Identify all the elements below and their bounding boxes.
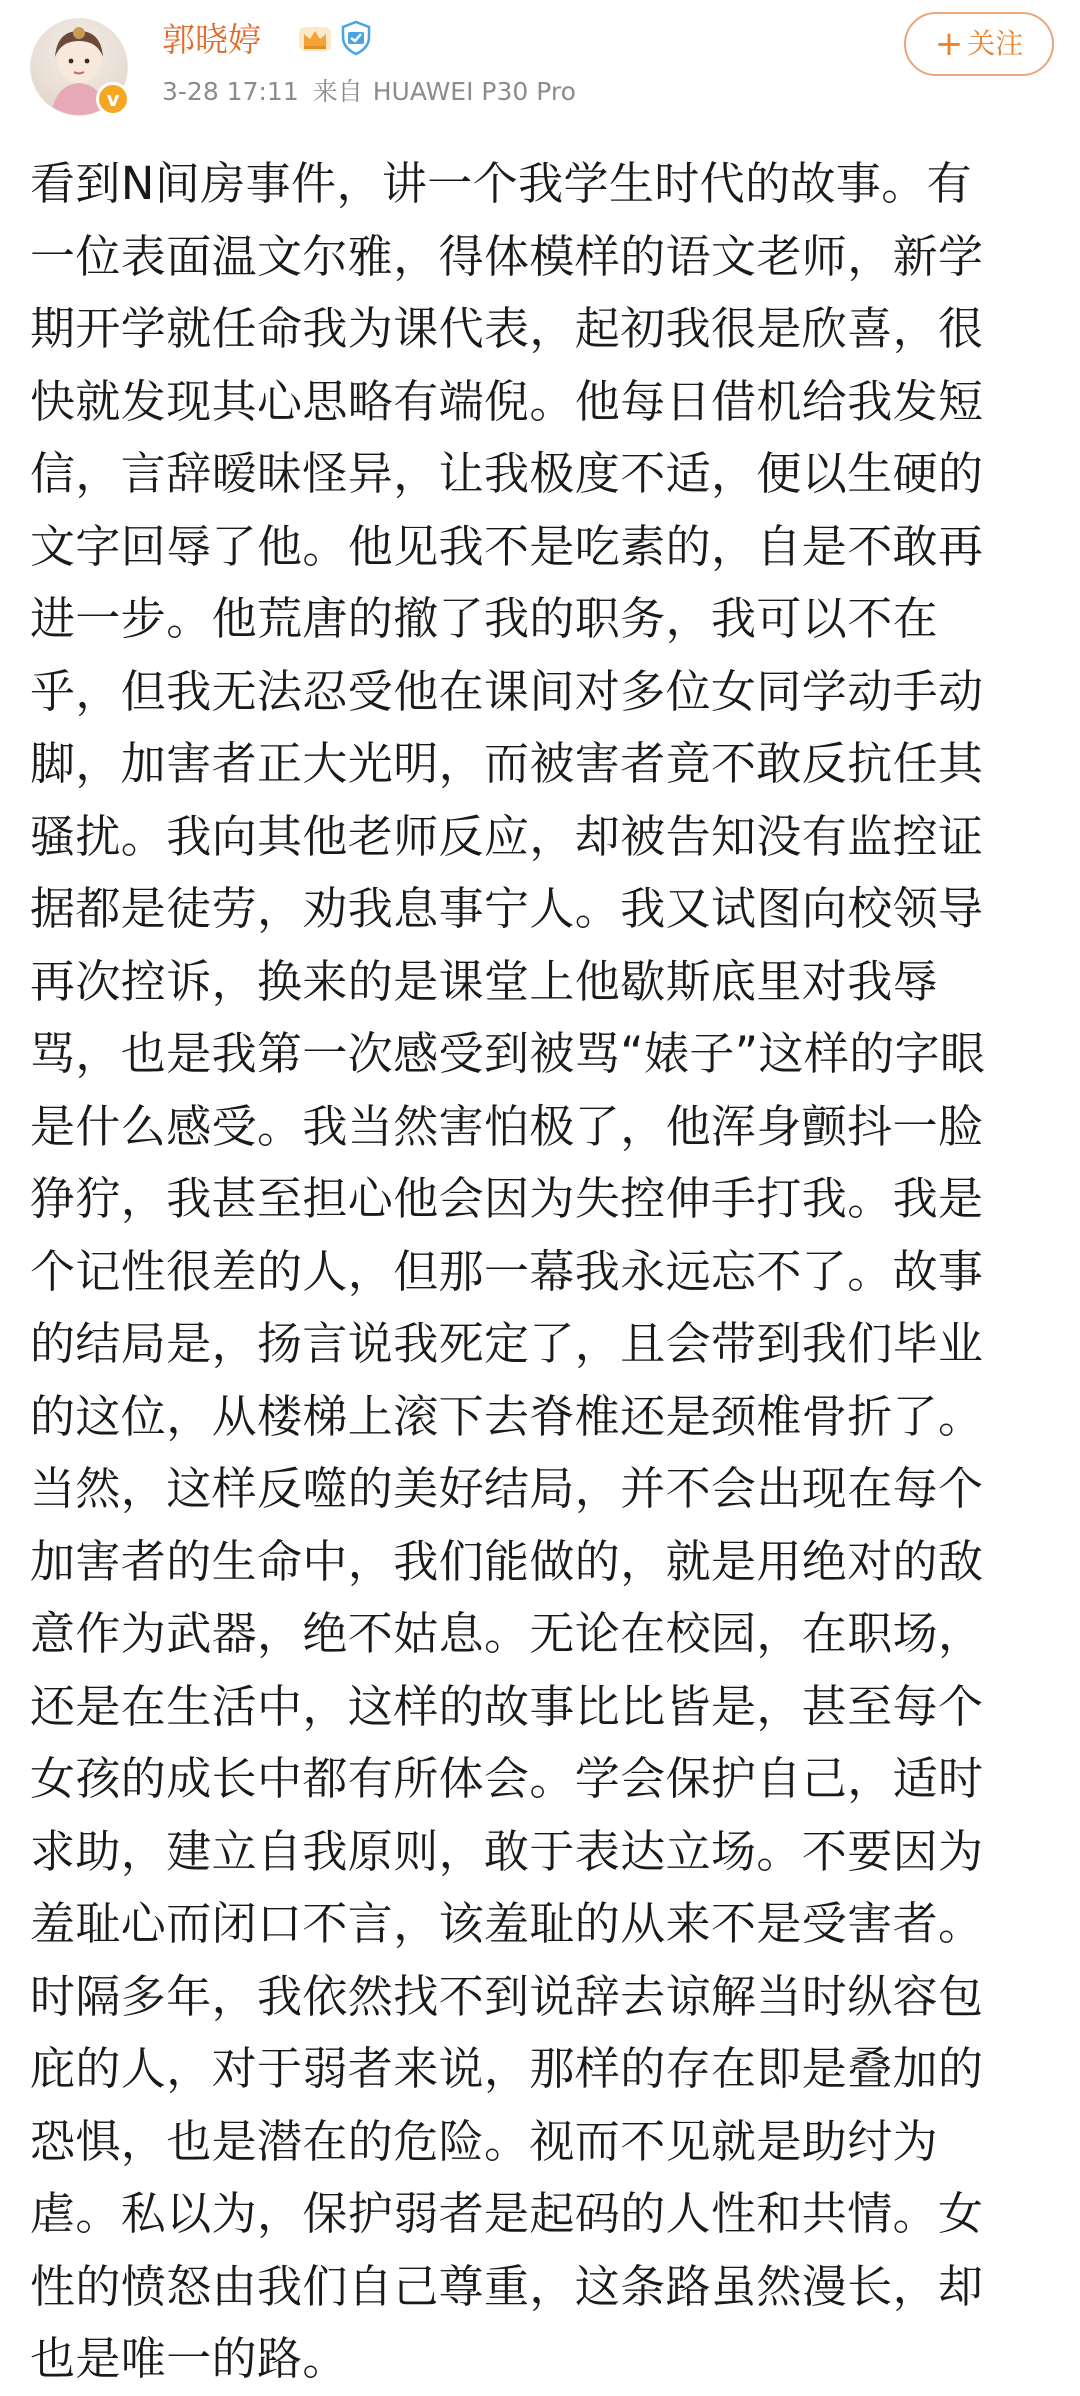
- post-text-line: 快就发现其心思略有端倪。他每日借机给我发短: [30, 374, 984, 428]
- crown-icon[interactable]: [298, 24, 332, 54]
- post-text-line: 的这位，从楼梯上滚下去脊椎还是颈椎骨折了。: [30, 1389, 984, 1443]
- post-text-line: 进一步。他荒唐的撤了我的职务，我可以不在: [30, 592, 939, 645]
- follow-button[interactable]: [904, 12, 1054, 76]
- post-text-line: 据都是徒劳，劝我息事宁人。我又试图向校领导: [30, 882, 984, 935]
- post-text-line: 个记性很差的人，但那一幕我永远忘不了。故事: [30, 1244, 984, 1298]
- post-text-line: 的结局是，扬言说我死定了，且会带到我们毕业: [30, 1317, 984, 1370]
- post-text-line: 恐惧，也是潜在的危险。视而不见就是助纣为: [30, 2114, 939, 2168]
- post-text-line: 文字回辱了他。他见我不是吃素的，自是不敢再: [30, 519, 984, 573]
- post-text-line: 是什么感受。我当然害怕极了，他浑身颤抖一脸: [30, 1099, 984, 1153]
- post-text-line: 期开学就任命我为课代表，起初我很是欣喜，很: [30, 302, 984, 355]
- post-meta: [162, 74, 576, 110]
- shield-icon[interactable]: [340, 20, 372, 56]
- post-text-line: 当然，这样反噬的美好结局，并不会出现在每个: [30, 1462, 984, 1515]
- verified-badge-icon: v: [96, 82, 130, 116]
- post-text-line: 也是唯一的路。: [30, 2332, 348, 2385]
- post-time[interactable]: 3-28 17:11: [162, 77, 299, 106]
- follow-label: 关注: [967, 27, 1024, 60]
- post-text-line: 再次控诉，换来的是课堂上他歇斯底里对我辱: [30, 954, 939, 1008]
- post-text-line: 骂，也是我第一次感受到被骂“婊子”这样的字眼: [30, 1027, 986, 1080]
- post-text-line: 信，言辞暧昧怪异，让我极度不适，便以生硬的: [30, 447, 984, 500]
- post-text-line: 乎，但我无法忍受他在课间对多位女同学动手动: [30, 664, 984, 718]
- device-name: HUAWEI P30 Pro: [372, 77, 576, 106]
- post-text-line: 性的愤怒由我们自己尊重，这条路虽然漫长，却: [30, 2259, 984, 2313]
- post-text-line: 一位表面温文尔雅，得体模样的语文老师，新学: [30, 229, 984, 283]
- post-text-line: 女孩的成长中都有所体会。学会保护自己，适时: [30, 1752, 984, 1805]
- post-text-line: 时隔多年，我依然找不到说辞去谅解当时纵容包: [30, 1969, 984, 2023]
- post-text-line: 意作为武器，绝不姑息。无论在校园，在职场，: [30, 1607, 984, 1660]
- post-text-line: 脚，加害者正大光明，而被害者竟不敢反抗任其: [30, 737, 984, 790]
- post-text-line: 虐。私以为，保护弱者是起码的人性和共情。女: [30, 2187, 984, 2240]
- post-text-line: 骚扰。我向其他老师反应，却被告知没有监控证: [30, 809, 984, 863]
- post-body: [30, 148, 1055, 2396]
- post-text-line: 还是在生活中，这样的故事比比皆是，甚至每个: [30, 1679, 984, 1733]
- post-text-line: 看到N间房事件，讲一个我学生时代的故事。有: [30, 157, 973, 210]
- post-text-line: 求助，建立自我原则，敢于表达立场。不要因为: [30, 1824, 984, 1878]
- post-text-line: 羞耻心而闭口不言，该羞耻的从来不是受害者。: [30, 1897, 984, 1950]
- source-label: 来自: [312, 77, 363, 106]
- plus-icon: +: [934, 24, 964, 64]
- post-text-line: 狰狞，我甚至担心他会因为失控伸手打我。我是: [30, 1172, 984, 1225]
- post-text-line: 庇的人，对于弱者来说，那样的存在即是叠加的: [30, 2042, 984, 2095]
- post-header: [0, 0, 1080, 142]
- username[interactable]: 郭晓婷: [162, 20, 261, 59]
- post-text-line: 加害者的生命中，我们能做的，就是用绝对的敌: [30, 1534, 984, 1588]
